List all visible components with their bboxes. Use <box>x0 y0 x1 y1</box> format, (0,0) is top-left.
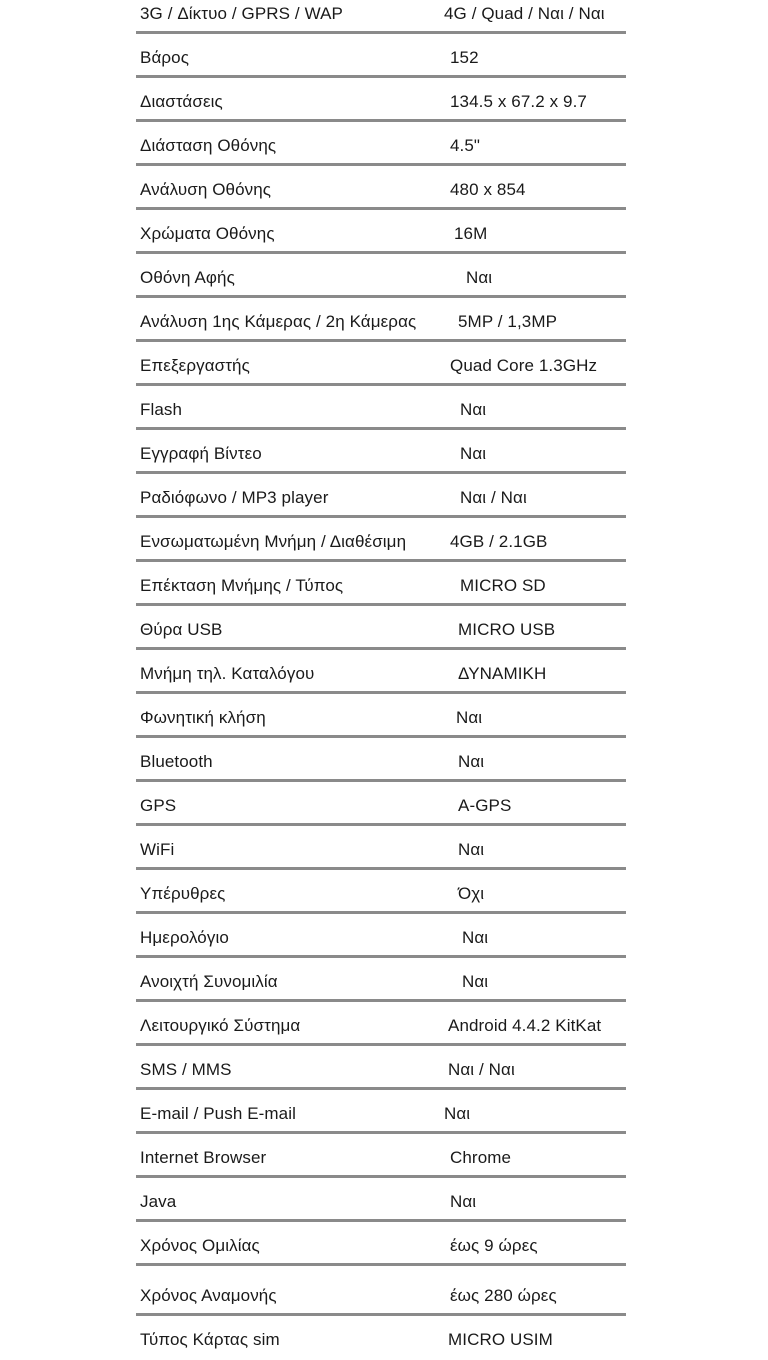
spec-label: Χρώματα Οθόνης <box>140 224 275 243</box>
spec-label: WiFi <box>140 840 175 859</box>
spec-row <box>136 650 626 694</box>
spec-value: Ναι <box>462 972 489 991</box>
spec-label: Μνήμη τηλ. Καταλόγου <box>140 664 315 683</box>
spec-row <box>136 826 626 870</box>
spec-value: Ναι <box>458 840 485 859</box>
spec-row <box>136 1222 626 1266</box>
spec-value: MICRO USB <box>458 620 556 639</box>
spec-value: Ναι <box>462 928 489 947</box>
spec-row <box>136 1090 626 1134</box>
spec-row <box>136 1002 626 1046</box>
spec-row <box>136 782 626 826</box>
spec-row <box>136 870 626 914</box>
spec-value: MICRO USIM <box>448 1330 553 1349</box>
spec-label: Επεξεργαστής <box>140 356 250 375</box>
spec-label: Επέκταση Μνήμης / Τύπος <box>140 576 344 595</box>
spec-row <box>136 1178 626 1222</box>
spec-value: Chrome <box>450 1148 512 1167</box>
spec-value: Ναι <box>466 268 493 287</box>
spec-label: Υπέρυθρες <box>140 884 226 903</box>
spec-row <box>136 958 626 1002</box>
spec-value: 4G / Quad / Ναι / Ναι <box>444 4 605 23</box>
spec-label: Ανοιχτή Συνομιλία <box>140 972 278 991</box>
spec-row <box>136 474 626 518</box>
spec-label: Ημερολόγιο <box>140 928 229 947</box>
spec-value: MICRO SD <box>460 576 546 595</box>
spec-row <box>136 298 626 342</box>
spec-value: 134.5 x 67.2 x 9.7 <box>450 92 587 111</box>
spec-row <box>136 1046 626 1090</box>
spec-label: Flash <box>140 400 183 419</box>
spec-label: Χρόνος Αναμονής <box>140 1286 277 1305</box>
spec-value: Ναι <box>444 1104 471 1123</box>
spec-label: Εγγραφή Βίντεο <box>140 444 262 463</box>
spec-label: Ραδιόφωνο / MP3 player <box>140 488 329 507</box>
spec-value: A-GPS <box>458 796 512 815</box>
spec-value: Quad Core 1.3GHz <box>450 356 598 375</box>
spec-label: Χρόνος Ομιλίας <box>140 1236 260 1255</box>
spec-value: ΔΥΝΑΜΙΚΗ <box>458 664 547 683</box>
spec-label: Βάρος <box>140 48 189 67</box>
spec-value: Ναι <box>450 1192 477 1211</box>
spec-label: Φωνητική κλήση <box>140 708 266 727</box>
spec-label: Ενσωματωμένη Μνήμη / Διαθέσιμη <box>140 532 407 551</box>
spec-value: Ναι <box>460 400 487 419</box>
spec-label: E-mail / Push E-mail <box>140 1104 296 1123</box>
spec-value: Android 4.4.2 KitKat <box>448 1016 602 1035</box>
spec-row <box>136 78 626 122</box>
spec-label: Java <box>140 1192 177 1211</box>
spec-row <box>136 122 626 166</box>
spec-row <box>136 914 626 958</box>
spec-row <box>136 430 626 474</box>
spec-row <box>136 738 626 782</box>
spec-value: 4GB / 2.1GB <box>450 532 548 551</box>
spec-value: Ναι <box>458 752 485 771</box>
spec-row <box>136 1316 626 1360</box>
spec-row <box>136 1134 626 1178</box>
spec-row <box>136 166 626 210</box>
spec-value: 480 x 854 <box>450 180 526 199</box>
spec-value: Ναι / Ναι <box>448 1060 515 1079</box>
spec-value: Ναι <box>460 444 487 463</box>
spec-label: GPS <box>140 796 177 815</box>
spec-row <box>136 210 626 254</box>
spec-value: 4.5" <box>450 136 481 155</box>
spec-label: Τύπος Κάρτας sim <box>140 1330 280 1349</box>
spec-value: έως 9 ώρες <box>450 1236 538 1255</box>
spec-label: Διάσταση Οθόνης <box>140 136 277 155</box>
spec-label: Οθόνη Αφής <box>140 268 235 287</box>
spec-label: Ανάλυση Οθόνης <box>140 180 272 199</box>
spec-value: Όχι <box>458 884 485 903</box>
spec-row <box>136 518 626 562</box>
spec-value: 16M <box>454 224 488 243</box>
spec-label: 3G / Δίκτυο / GPRS / WAP <box>140 4 343 23</box>
spec-label: Ανάλυση 1ης Κάμερας / 2η Κάμερας <box>140 312 417 331</box>
spec-value: έως 280 ώρες <box>450 1286 557 1305</box>
spec-row <box>136 694 626 738</box>
spec-value: 5MP / 1,3MP <box>458 312 558 331</box>
spec-value: Ναι / Ναι <box>460 488 527 507</box>
spec-value: 152 <box>450 48 479 67</box>
spec-row <box>136 386 626 430</box>
spec-row <box>136 562 626 606</box>
spec-row <box>136 254 626 298</box>
spec-label: Bluetooth <box>140 752 213 771</box>
spec-label: Internet Browser <box>140 1148 267 1167</box>
spec-row <box>136 1266 626 1316</box>
spec-value: Ναι <box>456 708 483 727</box>
spec-label: SMS / MMS <box>140 1060 232 1079</box>
spec-row <box>136 606 626 650</box>
spec-label: Θύρα USB <box>140 620 223 639</box>
spec-label: Διαστάσεις <box>140 92 223 111</box>
spec-row <box>136 34 626 78</box>
spec-row <box>136 0 626 34</box>
spec-table <box>136 0 626 1360</box>
spec-row <box>136 342 626 386</box>
spec-label: Λειτουργικό Σύστημα <box>140 1016 301 1035</box>
